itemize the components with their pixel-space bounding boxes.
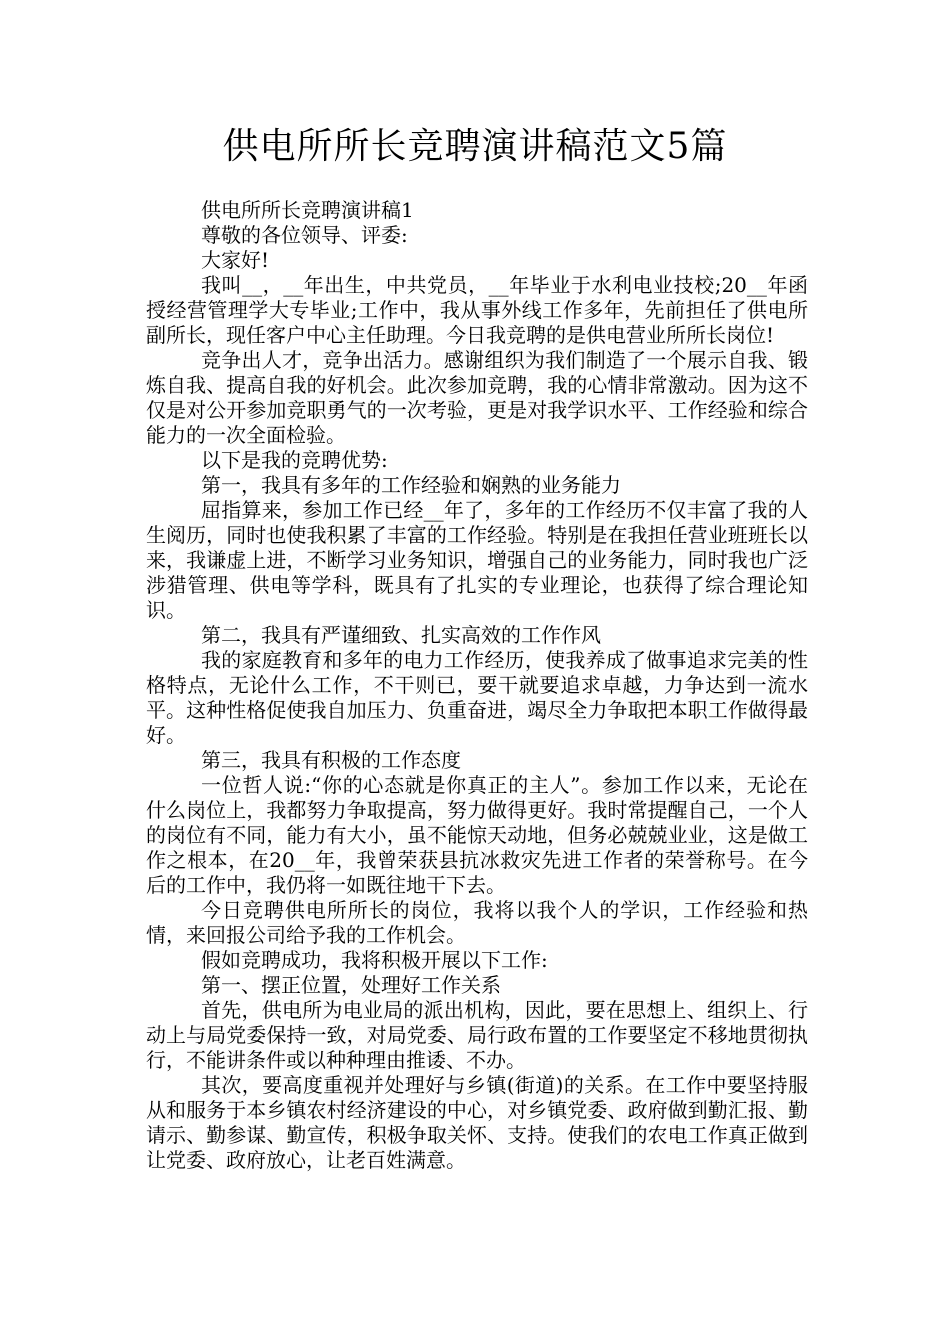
paragraph: 假如竞聘成功，我将积极开展以下工作: — [201, 948, 548, 972]
paragraph-subheading: 第一，我具有多年的工作经验和娴熟的业务能力 — [201, 473, 621, 497]
document-title: 供电所所长竞聘演讲稿范文5篇 — [222, 126, 728, 167]
paragraph: 其次，要高度重视并处理好与乡镇(街道)的关系。在工作中要坚持服从和服务于本乡镇农村经济建设的中心，对乡镇党委、政府做到勤汇报、勤请示、勤参谋、勤宣传，积极争取关怀、支持。使我们的农电工作真正做到让党委、政府放心，让老百姓满意。 — [146, 1073, 808, 1172]
document-body — [146, 198, 808, 1173]
paragraph: 今日竞聘供电所所长的岗位，我将以我个人的学识，工作经验和热情，来回报公司给予我的工作机会。 — [146, 898, 808, 947]
paragraph-subheading: 第三，我具有积极的工作态度 — [201, 748, 461, 772]
paragraph: 以下是我的竞聘优势: — [201, 448, 388, 472]
paragraph-greeting: 大家好! — [201, 248, 270, 272]
paragraph: 一位哲人说:“你的心态就是你真正的主人”。参加工作以来，无论在什么岗位上，我都努力争取提高，努力做得更好。我时常提醒自己，一个人的岗位有不同，能力有大小，虽不能惊天动地，但务必兢兢业业，这是做工作之根本，在20__年，我曾荣获县抗冰救灾先进工作者的荣誉称号。在今后的工作中，我仍将一如既往地干下去。 — [146, 773, 808, 897]
paragraph: 屈指算来，参加工作已经__年了，多年的工作经历不仅丰富了我的人生阅历，同时也使我积累了丰富的工作经验。特别是在我担任营业班班长以来，我谦虚上进，不断学习业务知识，增强自己的业务能力，同时我也广泛涉猎管理、供电等学科，既具有了扎实的专业理论，也获得了综合理论知识。 — [146, 498, 808, 622]
paragraph-subheading: 第一、摆正位置，处理好工作关系 — [201, 973, 501, 997]
paragraph: 竞争出人才，竞争出活力。感谢组织为我们制造了一个展示自我、锻炼自我、提高自我的好机会。此次参加竞聘，我的心情非常激动。因为这不仅是对公开参加竞职勇气的一次考验，更是对我学识水平、工作经验和综合能力的一次全面检验。 — [146, 348, 808, 447]
paragraph: 我的家庭教育和多年的电力工作经历，使我养成了做事追求完美的性格特点，无论什么工作，不干则已，要干就要追求卓越，力争达到一流水平。这种性格促使我自加压力、负重奋进，竭尽全力争取把本职工作做得最好。 — [146, 648, 808, 747]
paragraph: 首先，供电所为电业局的派出机构，因此，要在思想上、组织上、行动上与局党委保持一致，对局党委、局行政布置的工作要坚定不移地贯彻执行，不能讲条件或以种种理由推诿、不办。 — [146, 998, 808, 1072]
paragraph-salutation: 尊敬的各位领导、评委: — [201, 223, 408, 247]
paragraph-speech-heading: 供电所所长竞聘演讲稿1 — [201, 198, 414, 222]
paragraph-subheading: 第二，我具有严谨细致、扎实高效的工作作风 — [201, 623, 601, 647]
paragraph-introduction: 我叫__，__年出生，中共党员，__年毕业于水利电业技校;20__年函授经营管理学大专毕业;工作中，我从事外线工作多年，先前担任了供电所副所长，现任客户中心主任助理。今日我竞聘的是供电营业所所长岗位! — [146, 273, 808, 347]
